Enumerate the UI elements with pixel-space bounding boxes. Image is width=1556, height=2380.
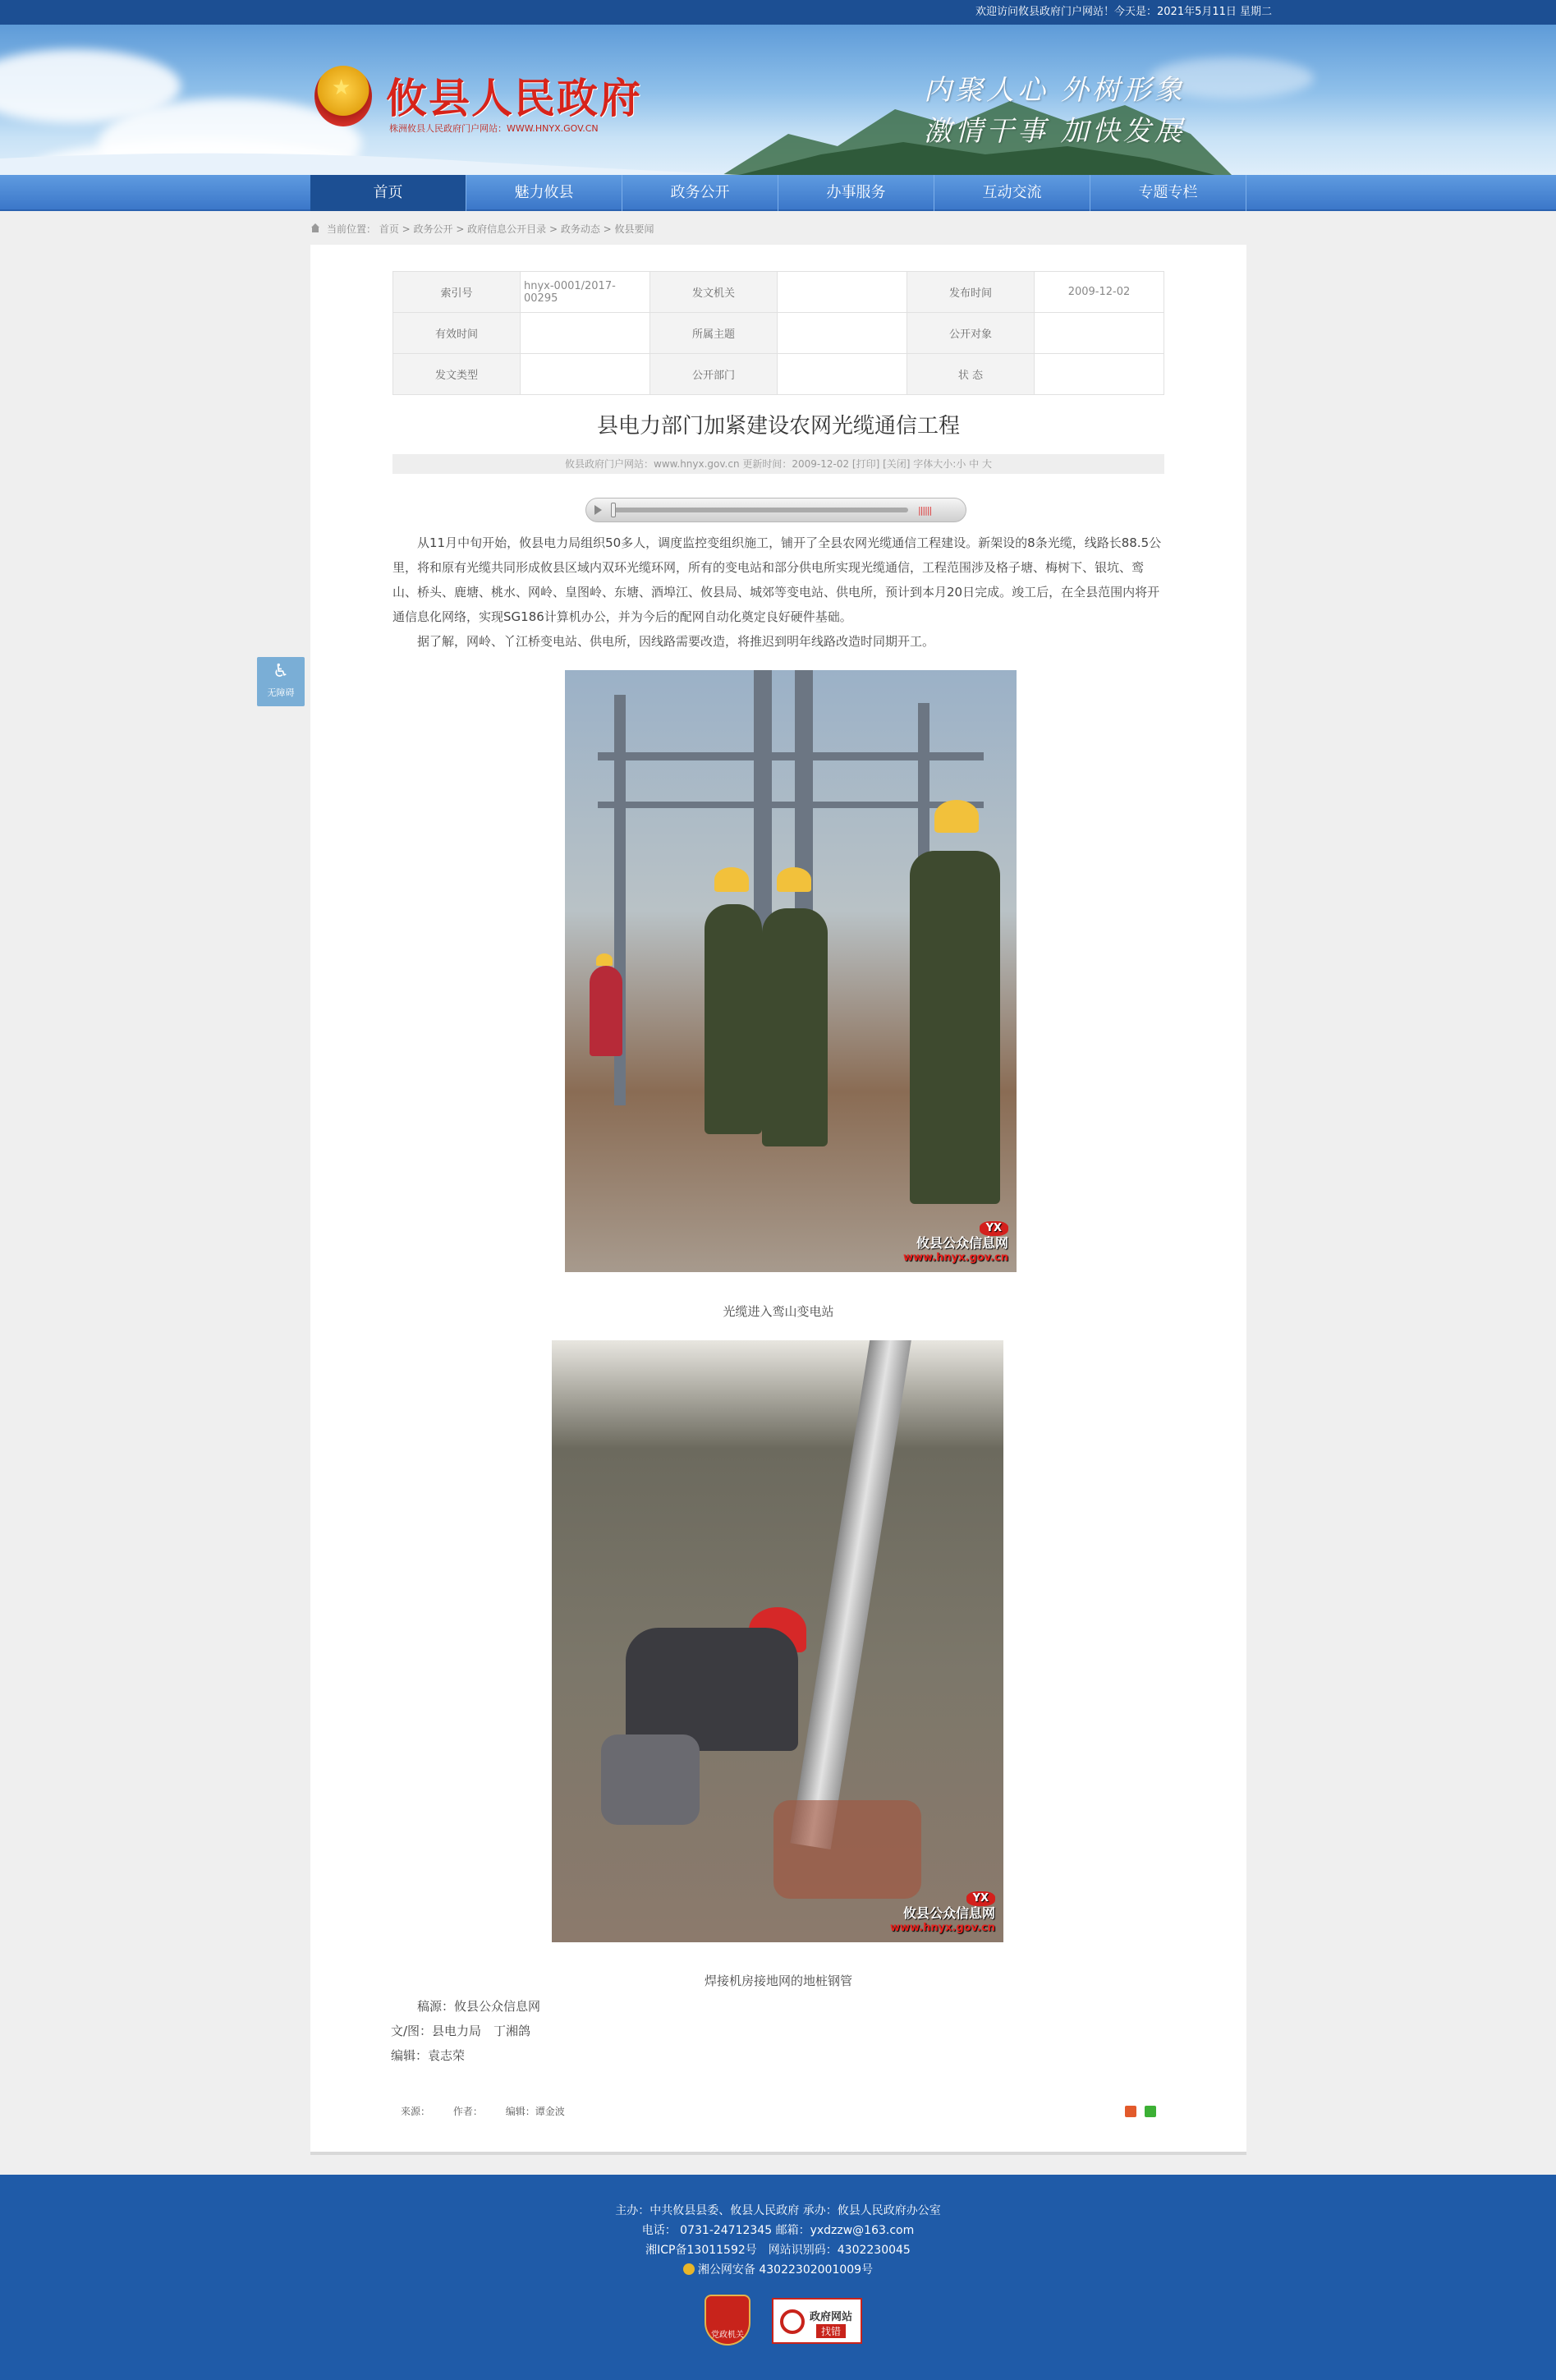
- article-body: [392, 531, 1164, 654]
- watermark-logo: YX: [966, 1891, 995, 1906]
- site-footer: [0, 2175, 1556, 2380]
- meta-date-value: 2009-12-02: [1035, 272, 1164, 313]
- article-panel: [310, 245, 1246, 2155]
- play-icon[interactable]: [594, 505, 602, 515]
- top-strip: [0, 0, 1556, 25]
- slogan-line-2: 激情干事 加快发展: [924, 115, 1186, 148]
- audio-progress-handle[interactable]: [611, 503, 616, 517]
- error-report-sub: 找错: [816, 2324, 846, 2338]
- photo-watermark: [903, 1220, 1008, 1266]
- nav-item-gov-affairs[interactable]: 政务公开: [622, 175, 778, 211]
- meta-issuer-value: [778, 272, 907, 313]
- article-info-bar[interactable]: 攸县政府门户网站：www.hnyx.gov.cn 更新时间：2009-12-02 [打印] [关闭] 字体大小:小 中 大: [392, 454, 1164, 474]
- site-subtitle: 株洲攸县人民政府门户网站：WWW.HNYX.GOV.CN: [389, 123, 599, 134]
- meta-type-label: 发文类型: [393, 354, 521, 395]
- watermark-logo: YX: [980, 1221, 1008, 1236]
- meta-valid-label: 有效时间: [393, 313, 521, 354]
- nav-item-charm[interactable]: 魅力攸县: [466, 175, 622, 211]
- meta-date-label: 发布时间: [907, 272, 1035, 313]
- watermark-url: www.hnyx.gov.cn: [903, 1252, 1008, 1264]
- article-title: 县电力部门加紧建设农网光缆通信工程: [596, 414, 960, 439]
- meta-topic-label: 所属主题: [650, 313, 778, 354]
- footer-author: 作者：: [452, 2106, 483, 2117]
- meta-status-label: 状 态: [907, 354, 1035, 395]
- error-report-title: 政府网站: [810, 2311, 853, 2323]
- audio-progress-track[interactable]: [613, 508, 908, 512]
- gov-site-error-report-badge[interactable]: [772, 2298, 862, 2344]
- magnifier-icon: [780, 2309, 805, 2334]
- footer-source: 来源：: [401, 2106, 431, 2117]
- photo-watermark: [890, 1890, 995, 1936]
- breadcrumb: [310, 220, 654, 238]
- party-gov-badge-label: 党政机关: [711, 2331, 744, 2340]
- party-gov-badge[interactable]: [705, 2295, 750, 2346]
- volume-icon[interactable]: ||||||: [918, 505, 932, 516]
- footer-police-record[interactable]: 湘公网安备 43022302001009号: [697, 2263, 874, 2277]
- watermark-name: 攸县公众信息网: [902, 1905, 995, 1921]
- welcome-text: 欢迎访问攸县政府门户网站！今天是：2021年5月11日 星期二: [975, 6, 1273, 18]
- article-photo-welding: [552, 1340, 1003, 1942]
- meta-table: [392, 271, 1164, 395]
- header-banner: [0, 25, 1556, 175]
- article-photo-substation: [565, 670, 1017, 1272]
- watermark-url: www.hnyx.gov.cn: [890, 1922, 995, 1934]
- site-title[interactable]: 攸县人民政府: [386, 74, 642, 122]
- footer-contact: 电话： 0731-24712345 邮箱：yxdzzw@163.com: [641, 2224, 915, 2237]
- credit-author: 文/图：县电力局 丁湘鸽: [391, 2024, 531, 2038]
- breadcrumb-text[interactable]: 当前位置： 首页 > 政务公开 > 政府信息公开目录 > 政务动态 > 攸县要闻: [327, 223, 654, 235]
- audio-player[interactable]: [585, 498, 966, 522]
- watermark-name: 攸县公众信息网: [916, 1235, 1008, 1251]
- mountain-scenery: [0, 76, 1556, 175]
- photo-caption-2: 焊接机房接地网的地桩钢管: [704, 1973, 852, 1988]
- nav-item-topics[interactable]: 专题专栏: [1090, 175, 1246, 211]
- slogan-line-1: 内聚人心 外树形象: [924, 74, 1186, 107]
- meta-index-label: 索引号: [393, 272, 521, 313]
- main-nav: [0, 175, 1556, 211]
- photo-caption-1: 光缆进入鸾山变电站: [723, 1304, 834, 1319]
- credit-editor: 编辑：袁志荣: [391, 2048, 466, 2063]
- meta-status-value: [1035, 354, 1164, 395]
- credit-source: 稿源：攸县公众信息网: [417, 1999, 541, 2014]
- footer-sponsor: 主办：中共攸县县委、攸县人民政府 承办：攸县人民政府办公室: [615, 2204, 941, 2217]
- wheelchair-icon: ♿: [273, 661, 289, 682]
- meta-valid-value: [521, 313, 650, 354]
- nav-item-interaction[interactable]: 互动交流: [934, 175, 1090, 211]
- meta-dept-label: 公开部门: [650, 354, 778, 395]
- weibo-share-icon[interactable]: [1125, 2106, 1136, 2117]
- home-icon: [310, 223, 320, 233]
- footer-icp[interactable]: 湘ICP备13011592号 网站识别码：4302230045: [645, 2244, 911, 2257]
- article-paragraph: 从11月中旬开始，攸县电力局组织50多人，调度监控变组织施工，铺开了全县农网光缆通信工程建设。新架设的8条光缆，线路长88.5公里，将和原有光缆共同形成攸县区域内双环光缆环网，所有的变电站和部分供电所实现光缆通信，工程范围涉及格子塘、梅树下、银坑、鸾山、桥头、鹿塘、桃水、网岭、皇图岭、东塘、酒埠江、攸县局、城郊等变电站、供电所，预计到本月20日完成。竣工后，在全县范围内将开通信息化网络，实现SG186计算机办公，并为今后的配网自动化奠定良好硬件基础。: [392, 535, 1162, 624]
- meta-issuer-label: 发文机关: [650, 272, 778, 313]
- footer-editor: 编辑：谭金波: [505, 2106, 565, 2117]
- meta-topic-value: [778, 313, 907, 354]
- nav-item-home[interactable]: 首页: [310, 175, 466, 211]
- meta-audience-value: [1035, 313, 1164, 354]
- meta-audience-label: 公开对象: [907, 313, 1035, 354]
- nav-item-services[interactable]: 办事服务: [778, 175, 934, 211]
- article-paragraph: 据了解，网岭、丫江桥变电站、供电所，因线路需要改造，将推迟到明年线路改造时同期开工。: [417, 634, 935, 649]
- national-emblem-icon: ★: [314, 66, 372, 126]
- police-badge-icon: [683, 2263, 695, 2275]
- accessibility-button[interactable]: [257, 657, 305, 706]
- meta-type-value: [521, 354, 650, 395]
- article-footer-meta: [401, 2104, 585, 2118]
- meta-index-value: hnyx-0001/2017-00295: [521, 272, 650, 313]
- accessibility-label: 无障碍: [267, 687, 295, 698]
- wechat-share-icon[interactable]: [1145, 2106, 1156, 2117]
- meta-dept-value: [778, 354, 907, 395]
- article-credits: [391, 1994, 541, 2068]
